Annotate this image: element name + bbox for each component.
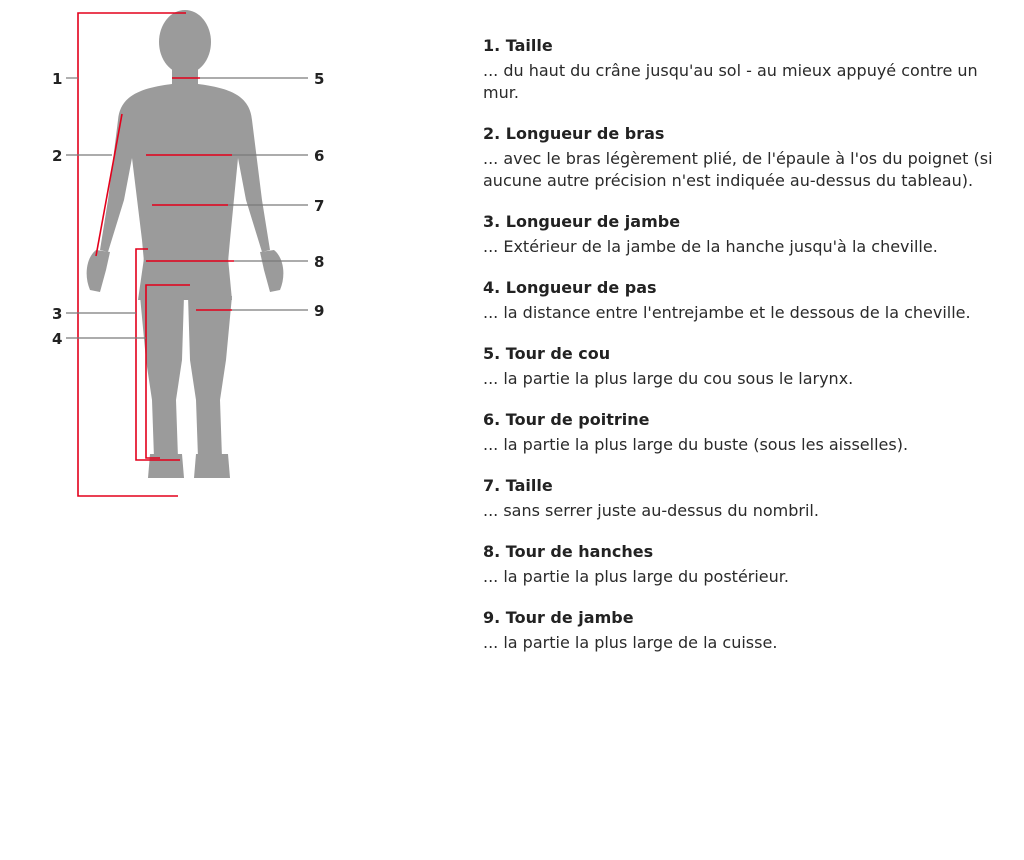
legend-description: ... la distance entre l'entrejambe et le dessous de la cheville. [483,303,971,322]
legend-title: 6. Tour de poitrine [483,410,650,429]
legend-entry-thigh [483,608,1013,654]
legend-title: 2. Longueur de bras [483,124,665,143]
legend-description: ... la partie la plus large du cou sous le larynx. [483,369,854,388]
number-label-6: 6 [314,147,325,165]
body-measurement-figure [0,0,400,520]
measurement-legend [483,36,1013,674]
legend-title: 1. Taille [483,36,553,55]
number-label-9: 9 [314,302,325,320]
number-label-7: 7 [314,197,325,215]
legend-description: ... avec le bras légèrement plié, de l'épaule à l'os du poignet (si aucune autre précision n'est indiquée au-dessus du tableau). [483,149,993,190]
legend-entry-neck [483,344,1013,390]
number-label-2: 2 [52,147,63,165]
legend-entry-height [483,36,1013,104]
legend-title: 9. Tour de jambe [483,608,634,627]
legend-entry-waist [483,476,1013,522]
legend-description: ... la partie la plus large de la cuisse. [483,633,778,652]
body-silhouette [87,10,284,478]
legend-description: ... Extérieur de la jambe de la hanche jusqu'à la cheville. [483,237,938,256]
legend-entry-leg-length [483,212,1013,258]
legend-description: ... la partie la plus large du buste (sous les aisselles). [483,435,909,454]
legend-title: 7. Taille [483,476,553,495]
legend-entry-inseam [483,278,1013,324]
number-label-5: 5 [314,70,325,88]
legend-entry-chest [483,410,1013,456]
legend-title: 3. Longueur de jambe [483,212,681,231]
legend-entry-hips [483,542,1013,588]
legend-description: ... la partie la plus large du postérieur. [483,567,789,586]
legend-title: 5. Tour de cou [483,344,611,363]
legend-description: ... sans serrer juste au-dessus du nombril. [483,501,819,520]
legend-title: 4. Longueur de pas [483,278,657,297]
number-label-1: 1 [52,70,63,88]
number-label-4: 4 [52,330,63,348]
legend-description: ... du haut du crâne jusqu'au sol - au mieux appuyé contre un mur. [483,61,978,102]
legend-title: 8. Tour de hanches [483,542,654,561]
number-label-8: 8 [314,253,325,271]
number-label-3: 3 [52,305,63,323]
legend-entry-arm-length [483,124,1013,192]
